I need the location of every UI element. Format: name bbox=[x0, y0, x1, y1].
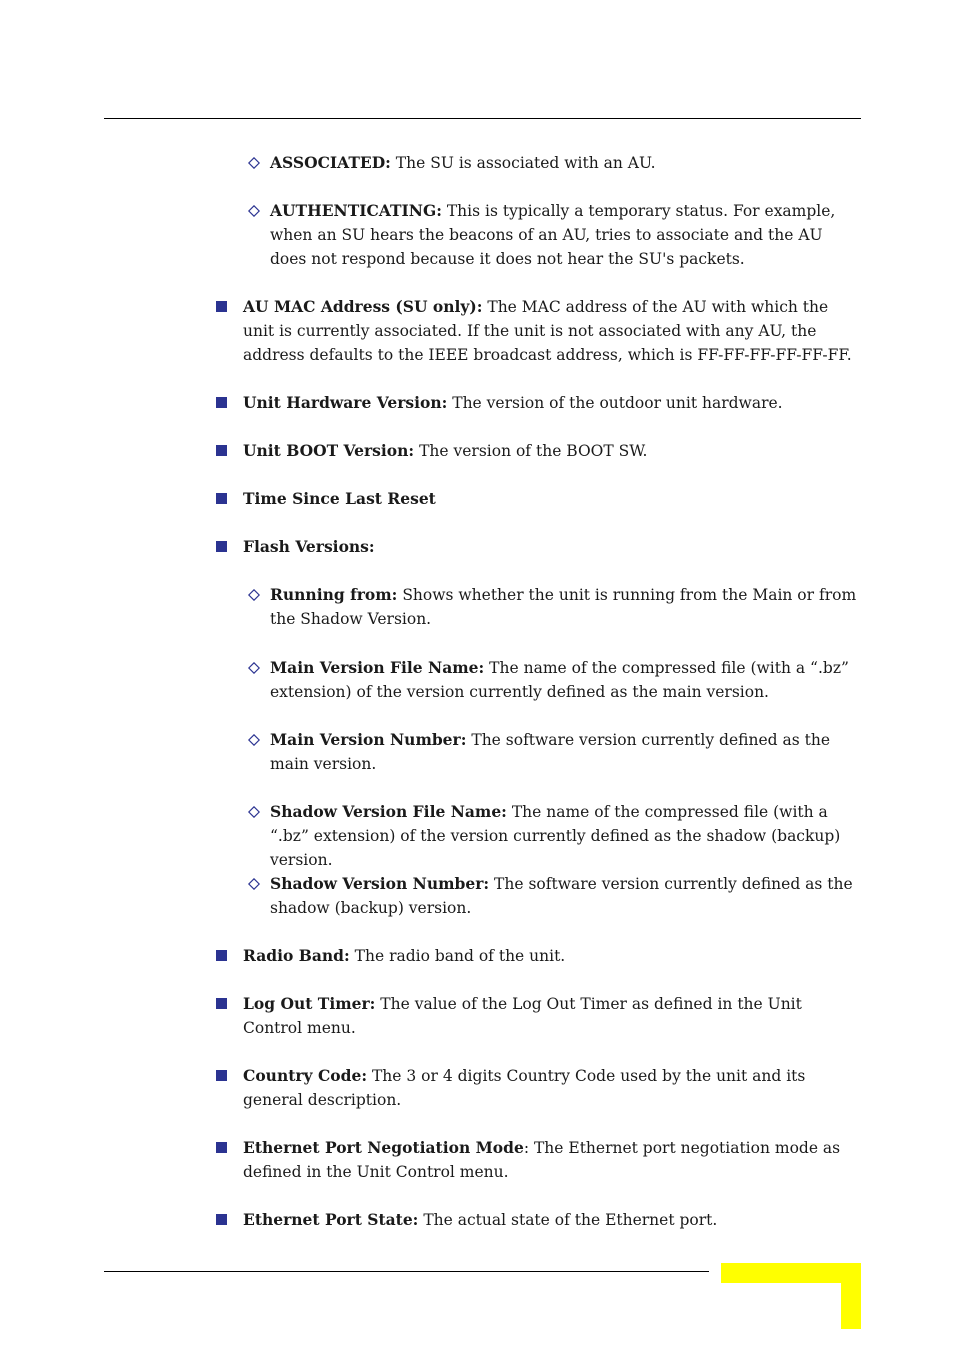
item-text: This is typically a temporary status. For example, when an SU hears the beacons of an AU, tries to associate and the AU does not respond because it does not hear the SU's packets. bbox=[270, 202, 836, 268]
square-bullet-icon bbox=[216, 1142, 227, 1153]
item-text: The software version currently defined as the main version. bbox=[270, 731, 830, 773]
footer-page-tab bbox=[721, 1263, 861, 1329]
list-item-unit-boot-version bbox=[243, 439, 861, 463]
list-item-time-since-last-reset bbox=[243, 487, 861, 511]
square-bullet-icon bbox=[216, 998, 227, 1009]
item-text: The SU is associated with an AU. bbox=[390, 154, 656, 172]
item-text: The value of the Log Out Timer as defined in the Unit Control menu. bbox=[243, 995, 802, 1037]
list-item-shadow-version-number bbox=[270, 872, 861, 920]
item-label: AUTHENTICATING: bbox=[270, 201, 442, 220]
list-item-au-mac-address bbox=[243, 295, 861, 367]
square-bullet-icon bbox=[216, 445, 227, 456]
item-label: Ethernet Port State: bbox=[243, 1210, 419, 1229]
diamond-bullet-icon bbox=[248, 662, 260, 674]
item-label: Main Version Number: bbox=[270, 730, 467, 749]
diamond-bullet-icon bbox=[248, 878, 260, 890]
item-text: The name of the compressed file (with a “.bz” extension) of the version currently defined as the shadow (backup) version. bbox=[270, 803, 841, 869]
header-rule bbox=[104, 118, 861, 119]
square-bullet-icon bbox=[216, 1214, 227, 1225]
list-item-unit-hardware-version bbox=[243, 391, 861, 415]
item-label: Time Since Last Reset bbox=[243, 489, 436, 508]
item-text: The software version currently defined as the shadow (backup) version. bbox=[270, 875, 853, 917]
list-item-flash-versions bbox=[243, 535, 861, 559]
footer-tab-horizontal-bar bbox=[721, 1263, 861, 1283]
list-item-authenticating bbox=[270, 199, 861, 271]
square-bullet-icon bbox=[216, 1070, 227, 1081]
square-bullet-icon bbox=[216, 493, 227, 504]
list-item-ethernet-port-negotiation-mode bbox=[243, 1136, 861, 1184]
square-bullet-icon bbox=[216, 301, 227, 312]
item-label: Main Version File Name: bbox=[270, 658, 485, 677]
footer-tab-vertical-bar bbox=[841, 1263, 861, 1329]
square-bullet-icon bbox=[216, 950, 227, 961]
list-item-shadow-version-file-name bbox=[270, 800, 861, 872]
item-label: Unit BOOT Version: bbox=[243, 441, 415, 460]
item-text: The actual state of the Ethernet port. bbox=[418, 1211, 718, 1229]
item-label: Log Out Timer: bbox=[243, 994, 376, 1013]
diamond-bullet-icon bbox=[248, 157, 260, 169]
item-label: ASSOCIATED: bbox=[270, 153, 391, 172]
item-label: Country Code: bbox=[243, 1066, 368, 1085]
square-bullet-icon bbox=[216, 541, 227, 552]
item-text: The MAC address of the AU with which the unit is currently associated. If the unit is not associated with any AU, the address defaults to the IEEE broadcast address, which is FF-FF-FF-FF-FF-FF. bbox=[243, 298, 852, 364]
list-item-running-from bbox=[270, 583, 861, 631]
footer-rule bbox=[104, 1271, 709, 1272]
item-text: The radio band of the unit. bbox=[349, 947, 566, 965]
item-text: The version of the outdoor unit hardware. bbox=[447, 394, 783, 412]
item-label: AU MAC Address (SU only): bbox=[243, 297, 483, 316]
list-item-radio-band bbox=[243, 944, 861, 968]
item-text: : The Ethernet port negotiation mode as defined in the Unit Control menu. bbox=[243, 1139, 841, 1181]
item-label: Flash Versions: bbox=[243, 537, 375, 556]
item-text: The version of the BOOT SW. bbox=[414, 442, 648, 460]
list-item-country-code bbox=[243, 1064, 861, 1112]
item-label: Shadow Version File Name: bbox=[270, 802, 507, 821]
diamond-bullet-icon bbox=[248, 806, 260, 818]
item-text: The 3 or 4 digits Country Code used by the unit and its general description. bbox=[243, 1067, 806, 1109]
list-item-associated bbox=[270, 151, 861, 175]
item-label: Unit Hardware Version: bbox=[243, 393, 448, 412]
item-label: Running from: bbox=[270, 585, 398, 604]
list-item-ethernet-port-state bbox=[243, 1208, 861, 1232]
list-item-log-out-timer bbox=[243, 992, 861, 1040]
list-item-main-version-number bbox=[270, 728, 861, 776]
item-text: The name of the compressed file (with a “.bz” extension) of the version currently defined as the main version. bbox=[270, 659, 849, 701]
item-label: Radio Band: bbox=[243, 946, 350, 965]
item-label: Ethernet Port Negotiation Mode bbox=[243, 1138, 524, 1157]
list-item-main-version-file-name bbox=[270, 656, 861, 704]
diamond-bullet-icon bbox=[248, 205, 260, 217]
item-label: Shadow Version Number: bbox=[270, 874, 490, 893]
diamond-bullet-icon bbox=[248, 589, 260, 601]
item-text: Shows whether the unit is running from the Main or from the Shadow Version. bbox=[270, 586, 857, 628]
square-bullet-icon bbox=[216, 397, 227, 408]
diamond-bullet-icon bbox=[248, 734, 260, 746]
